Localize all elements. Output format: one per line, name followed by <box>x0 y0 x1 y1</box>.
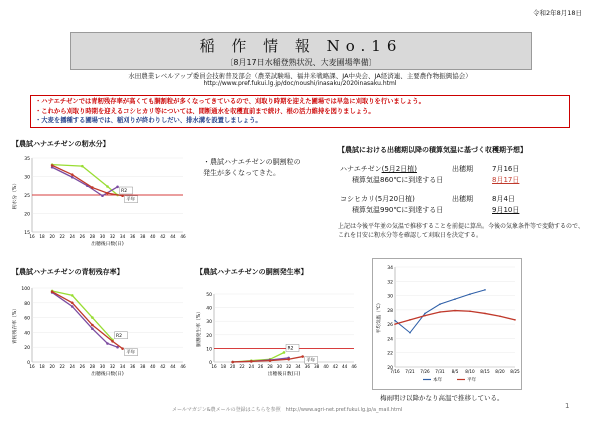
data-point <box>409 319 411 321</box>
data-point <box>101 194 104 197</box>
x-tick-label: 32 <box>285 364 292 369</box>
koshi-reach-date: 9月10日 <box>492 206 520 214</box>
data-point <box>121 347 124 350</box>
x-axis-label: 出穂後日数(日) <box>267 372 301 377</box>
data-point <box>51 164 54 167</box>
data-point <box>106 342 109 345</box>
x-tick-label: 36 <box>129 234 136 239</box>
newsletter-title: 稲 作 情 報 No.16 <box>199 37 403 55</box>
x-tick-label: 28 <box>267 364 273 369</box>
temperature-caption: 梅雨明け以降かなり高温で推移している。 <box>380 394 504 402</box>
series-label: R2 <box>121 189 128 194</box>
x-tick-label: 24 <box>69 234 75 239</box>
hana-row <box>340 164 590 174</box>
data-point <box>301 355 304 358</box>
y-tick-label: 34 <box>387 266 393 271</box>
x-tick-label: 20 <box>49 234 55 239</box>
source-url[interactable]: http://www.pref.fukui.lg.jp/doc/noushi/inasaku/2020inasaku.html <box>203 80 397 87</box>
y-tick-label: 40 <box>206 306 212 312</box>
issue-date: 令和2年8月18日 <box>532 9 582 17</box>
x-tick-label: 40 <box>323 364 329 369</box>
y-tick-label: 26 <box>387 323 393 329</box>
x-tick-label: 22 <box>59 364 65 369</box>
data-point <box>71 173 74 176</box>
koshi-name: コシヒカリ <box>340 195 375 203</box>
koshi-row <box>340 194 590 204</box>
hana-reach-label: 積算気温860℃に到達する日 <box>352 176 444 184</box>
hana-reach-date: 8月17日 <box>492 176 520 184</box>
hana-heading-date: 7月16日 <box>492 165 520 173</box>
x-tick-label: 36 <box>129 364 136 369</box>
series-line-1 <box>52 167 117 195</box>
panel1-comment: ・農試ハナエチゼンの胴割粒の発生が多くなってきた。 <box>203 158 301 177</box>
x-tick-label: 46 <box>180 234 186 239</box>
data-point <box>454 310 456 312</box>
data-point <box>269 359 272 362</box>
x-tick-label: 38 <box>140 234 146 239</box>
x-tick-label: 34 <box>119 234 126 239</box>
x-tick-label: 24 <box>69 364 75 369</box>
data-point <box>71 302 74 305</box>
crack-rate-chart <box>192 280 362 380</box>
page-number: 1 <box>565 402 570 410</box>
y-tick-label: 100 <box>21 287 30 292</box>
y-tick-label: 25 <box>24 194 30 199</box>
x-tick-label: 28 <box>89 234 96 239</box>
panel1-title: 【農試ハナエチゼンの籾水分】 <box>12 140 110 148</box>
koshi-reach-row <box>352 205 600 215</box>
series-line-1 <box>395 311 515 325</box>
x-tick-label: 32 <box>109 364 116 369</box>
hana-heading-label: 出穂期 <box>452 165 473 173</box>
x-tick-label: 40 <box>150 234 156 239</box>
series-label: 平年 <box>306 358 316 364</box>
data-point <box>231 361 234 364</box>
x-axis-label: 出穂後日数(日) <box>91 242 124 247</box>
hana-reach-row <box>352 175 600 185</box>
data-point <box>394 320 396 322</box>
y-axis-label: 青籾残存率（%） <box>13 305 18 345</box>
x-tick-label: 16 <box>29 234 35 239</box>
y-tick-label: 40 <box>24 331 30 337</box>
data-point <box>469 293 471 295</box>
x-tick-label: 42 <box>160 234 166 239</box>
data-point <box>121 194 124 197</box>
y-tick-label: 30 <box>24 175 30 181</box>
harvest-note: 上記は今後平年並の気温で推移することを前提に算出。今後の気象条件等で変動するので、これを目安に籾水分等を確認して刈取日を決定する。 <box>338 223 584 239</box>
data-point <box>424 313 426 315</box>
x-tick-label: 8/20 <box>495 369 505 374</box>
x-tick-label: 26 <box>79 364 86 369</box>
temperature-chart <box>373 259 521 389</box>
koshi-reach-label: 積算気温990℃に到達する日 <box>352 206 444 214</box>
alert-line-2: ・これから刈取り時期を迎えるコシヒカリ等については、間断通水を収穫直前まで続け、根の活力維持を図りましょう。 <box>35 107 375 115</box>
y-tick-label: 20 <box>24 212 30 218</box>
data-point <box>484 313 486 315</box>
x-tick-label: 8/15 <box>480 369 490 374</box>
y-tick-label: 80 <box>24 301 30 307</box>
data-point <box>499 315 501 317</box>
data-point <box>116 186 119 189</box>
y-tick-label: 15 <box>24 231 30 236</box>
x-tick-label: 22 <box>239 364 245 369</box>
footer-mail-info[interactable]: メールマガジン&農メールの登録はこちらを参照 http://www.agri-net.pref.fukui.lg.jp/a_mail.html <box>172 407 403 413</box>
x-tick-label: 7/16 <box>390 369 400 374</box>
x-axis-label: 出穂後日数(日) <box>91 372 124 377</box>
series-label: R2 <box>287 346 294 352</box>
y-tick-label: 20 <box>206 333 212 339</box>
y-axis-label: 平均気温（℃） <box>377 300 382 334</box>
legend-label: 平年 <box>467 378 477 383</box>
hana-transplant: (5月2日植) <box>381 165 417 173</box>
data-point <box>409 332 411 334</box>
y-tick-label: 20 <box>387 366 393 371</box>
alert-line-1: ・ハナエチゼンでは青籾残存率が高くても胴割粒が多くなってきているので、刈取り時期を迎えた圃場では早急に刈取りを行いましょう。 <box>35 98 425 105</box>
data-point <box>71 294 74 297</box>
x-tick-label: 42 <box>332 364 339 369</box>
y-axis-label: 籾水分（%） <box>13 180 18 210</box>
data-point <box>91 186 94 189</box>
data-point <box>91 316 94 319</box>
x-tick-label: 18 <box>39 234 45 239</box>
x-tick-label: 7/31 <box>435 369 445 374</box>
data-point <box>81 165 84 168</box>
harvest-title: 【農試における出穂期以降の積算気温に基づく収穫期予想】 <box>338 146 527 154</box>
x-tick-label: 42 <box>160 364 166 369</box>
x-tick-label: 20 <box>229 364 236 369</box>
x-tick-label: 32 <box>109 234 116 239</box>
x-tick-label: 38 <box>313 364 320 369</box>
x-tick-label: 30 <box>99 364 106 369</box>
x-tick-label: 46 <box>351 364 357 369</box>
y-tick-label: 30 <box>206 320 212 326</box>
data-point <box>439 303 441 305</box>
x-tick-label: 8/25 <box>510 369 520 374</box>
y-tick-label: 28 <box>387 308 393 314</box>
x-tick-label: 30 <box>99 234 106 239</box>
data-point <box>111 340 114 343</box>
x-tick-label: 36 <box>304 364 311 369</box>
koshi-transplant: (5月20日植) <box>375 195 415 203</box>
x-tick-label: 7/21 <box>405 369 415 374</box>
y-tick-label: 30 <box>387 294 393 300</box>
newsletter-header <box>70 32 532 70</box>
data-point <box>106 192 109 195</box>
temperature-chart-frame <box>372 258 522 390</box>
x-tick-label: 16 <box>211 364 217 369</box>
data-point <box>51 290 54 293</box>
hana-name: ハナエチゼン <box>340 165 382 173</box>
data-point <box>71 305 74 308</box>
y-tick-label: 10 <box>206 347 212 353</box>
x-tick-label: 28 <box>89 364 96 369</box>
x-tick-label: 18 <box>220 364 227 369</box>
data-point <box>287 358 290 361</box>
x-tick-label: 44 <box>341 364 348 369</box>
y-tick-label: 60 <box>24 316 30 322</box>
moisture-chart <box>8 150 193 250</box>
series-label: 平年 <box>126 197 136 203</box>
panel3-title: 【農試ハナエチゼンの胴割発生率】 <box>196 268 308 276</box>
x-tick-label: 16 <box>29 364 35 369</box>
series-label: R2 <box>116 333 123 339</box>
green-grain-chart <box>8 280 193 380</box>
x-tick-label: 34 <box>295 364 301 369</box>
data-point <box>454 298 456 300</box>
y-tick-label: 0 <box>27 361 30 366</box>
series-line-1 <box>52 292 117 347</box>
data-point <box>106 185 109 188</box>
y-tick-label: 24 <box>387 337 393 343</box>
organization-line: 水田農業レベルアップ委員会技術普及部会（農業試験場、福井米戦略課、JA中央会、JA経済連、主要農作物振興協会） <box>128 72 472 80</box>
x-tick-label: 7/26 <box>420 369 430 374</box>
y-tick-label: 0 <box>209 361 212 366</box>
alert-box <box>30 95 570 128</box>
y-tick-label: 20 <box>24 346 30 352</box>
x-tick-label: 26 <box>257 364 264 369</box>
x-tick-label: 26 <box>79 234 86 239</box>
y-tick-label: 50 <box>206 293 212 298</box>
data-point <box>424 315 426 317</box>
x-tick-label: 24 <box>248 364 255 369</box>
y-tick-label: 22 <box>387 351 393 357</box>
x-tick-label: 46 <box>180 364 186 369</box>
x-tick-label: 8/10 <box>465 369 475 374</box>
x-tick-label: 34 <box>119 364 126 369</box>
x-tick-label: 8/5 <box>451 369 459 374</box>
y-axis-label: 胴割発生率（%） <box>197 308 202 348</box>
data-point <box>394 323 396 325</box>
series-label: 平年 <box>126 350 136 356</box>
data-point <box>439 311 441 313</box>
koshi-heading-date: 8月4日 <box>492 195 515 203</box>
data-point <box>91 327 94 330</box>
data-point <box>283 351 286 354</box>
data-point <box>484 289 486 291</box>
alert-line-3: ・大麦を播種する圃場では、稲刈りが終わりしだい、排水溝を設置しましょう。 <box>35 117 262 125</box>
y-tick-label: 35 <box>24 157 30 162</box>
x-tick-label: 18 <box>39 364 45 369</box>
data-point <box>514 319 516 321</box>
data-point <box>71 176 74 179</box>
data-point <box>469 310 471 312</box>
x-tick-label: 40 <box>150 364 156 369</box>
panel2-title: 【農試ハナエチゼンの青籾残存率】 <box>12 268 124 276</box>
x-tick-label: 20 <box>49 364 55 369</box>
data-point <box>250 360 253 363</box>
x-tick-label: 38 <box>140 364 146 369</box>
x-tick-label: 44 <box>170 364 176 369</box>
newsletter-subtitle: 〔8月17日水稲登熟状況、大麦圃場準備〕 <box>225 58 377 67</box>
legend-label: 本年 <box>433 378 443 383</box>
x-tick-label: 44 <box>170 234 176 239</box>
x-tick-label: 22 <box>59 234 65 239</box>
koshi-heading-label: 出穂期 <box>452 195 473 203</box>
y-tick-label: 32 <box>387 280 393 286</box>
data-point <box>91 324 94 327</box>
x-tick-label: 30 <box>276 364 283 369</box>
